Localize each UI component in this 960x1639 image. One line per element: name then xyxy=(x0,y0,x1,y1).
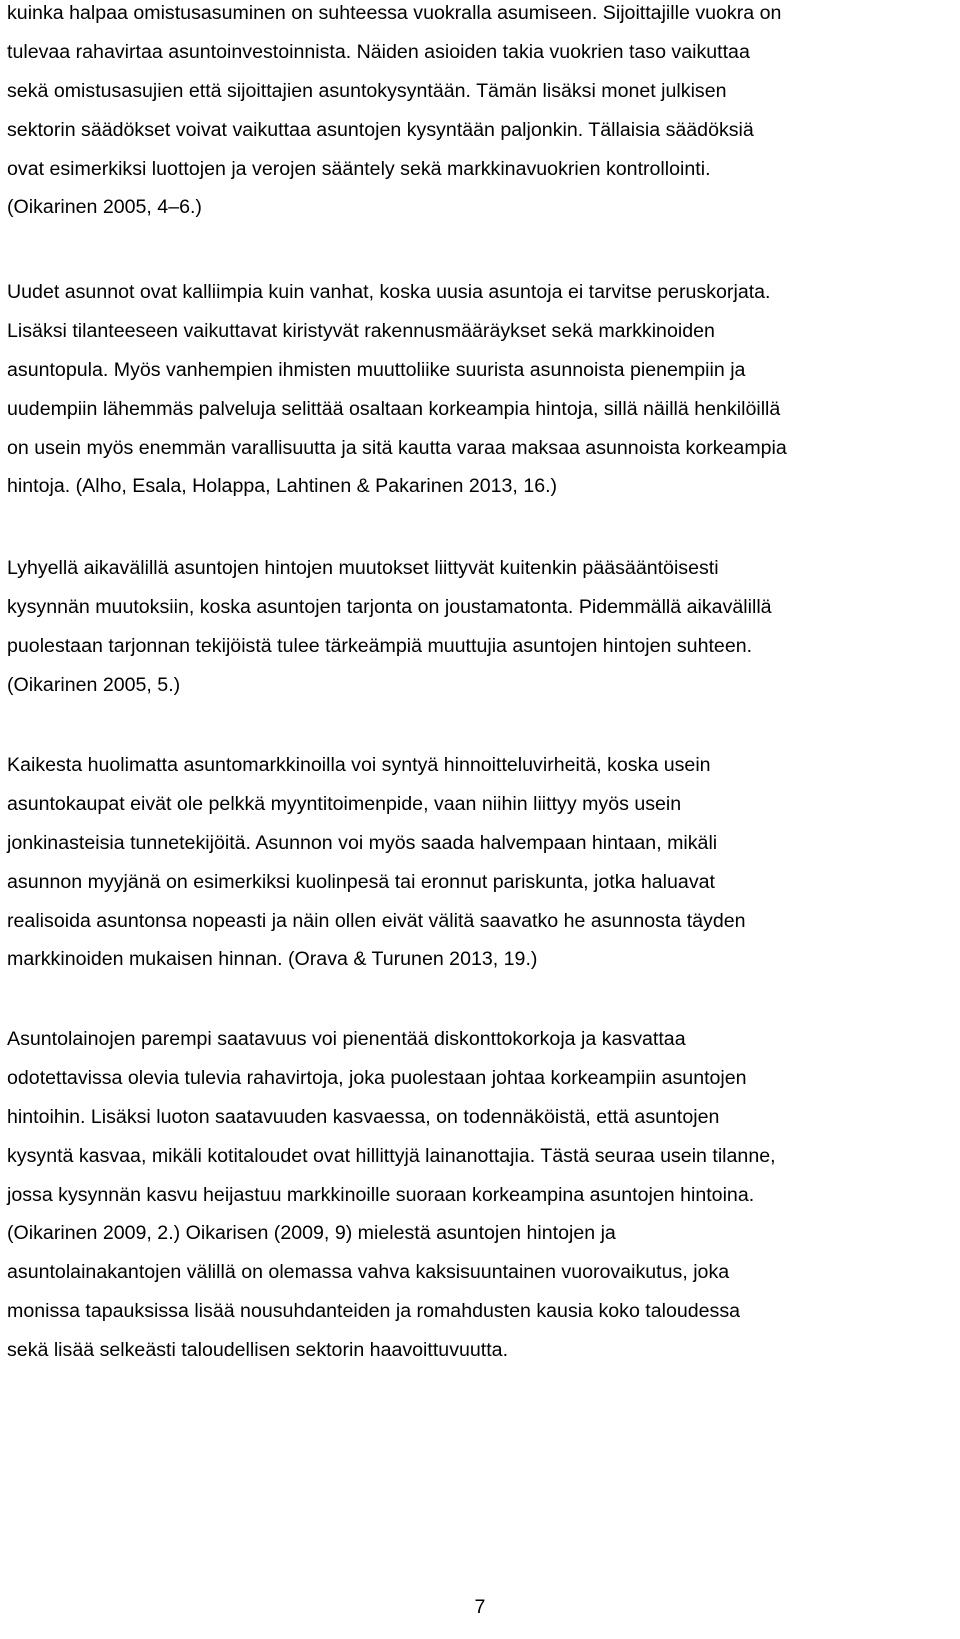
text-line: asuntokaupat eivät ole pelkkä myyntitoimenpide, vaan niihin liittyy myös usein xyxy=(7,792,682,815)
text-line: markkinoiden mukaisen hinnan. (Orava & Turunen 2013, 19.) xyxy=(7,948,538,971)
paragraph-3 xyxy=(7,555,957,711)
text-line: realisoida asuntonsa nopeasti ja näin ollen eivät välitä saavatko he asunnosta täyden xyxy=(7,909,746,932)
text-line: on usein myös enemmän varallisuutta ja sitä kautta varaa maksaa asunnoista korkeampia xyxy=(7,436,787,459)
text-line: asunnon myyjänä on esimerkiksi kuolinpesä tai eronnut pariskunta, jotka haluavat xyxy=(7,870,715,893)
text-line: jonkinasteisia tunnetekijöitä. Asunnon voi myös saada halvempaan hintaan, mikäli xyxy=(7,831,718,854)
text-line: odotettavissa olevia tulevia rahavirtoja, joka puolestaan johtaa korkeampiin asuntojen xyxy=(7,1066,747,1089)
page-number: 7 xyxy=(474,1596,486,1618)
text-line: uudempiin lähemmäs palveluja selittää osaltaan korkeampia hintoja, sillä näillä henkilöillä xyxy=(7,397,781,420)
paragraph-1 xyxy=(7,0,957,233)
text-line: sektorin säädökset voivat vaikuttaa asuntojen kysyntään paljonkin. Tällaisia säädöksiä xyxy=(7,118,754,141)
text-line: asuntolainakantojen välillä on olemassa vahva kaksisuuntainen vuorovaikutus, joka xyxy=(7,1261,730,1284)
text-line: sekä omistusasujien että sijoittajien asuntokysyntään. Tämän lisäksi monet julkisen xyxy=(7,79,727,102)
text-line: Asuntolainojen parempi saatavuus voi pienentää diskonttokorkoja ja kasvattaa xyxy=(7,1028,686,1050)
text-line: monissa tapauksissa lisää nousuhdanteiden ja romahdusten kausia koko taloudessa xyxy=(7,1300,741,1323)
text-line: kysynnän muutoksiin, koska asuntojen tarjonta on joustamatonta. Pidemmällä aikavälillä xyxy=(7,595,772,618)
text-line: kuinka halpaa omistusasuminen on suhteessa vuokralla asumiseen. Sijoittajille vuokra on xyxy=(7,2,782,24)
text-line: tulevaa rahavirtaa asuntoinvestoinnista. Näiden asioiden takia vuokrien taso vaikuttaa xyxy=(7,40,750,63)
text-line: (Oikarinen 2005, 5.) xyxy=(7,673,181,696)
text-line: jossa kysynnän kasvu heijastuu markkinoille suoraan korkeampina asuntojen hintoina. xyxy=(7,1183,755,1206)
text-line: kysyntä kasvaa, mikäli kotitaloudet ovat hillittyjä lainanottajia. Tästä seuraa usein tilanne, xyxy=(7,1144,776,1167)
text-line: sekä lisää selkeästi taloudellisen sektorin haavoittuvuutta. xyxy=(7,1339,509,1362)
text-line: (Oikarinen 2009, 2.) Oikarisen (2009, 9) mielestä asuntojen hintojen ja xyxy=(7,1222,616,1245)
text-line: (Oikarinen 2005, 4–6.) xyxy=(7,196,202,219)
text-line: puolestaan tarjonnan tekijöistä tulee tärkeämpiä muuttujia asuntojen hintojen suhteen. xyxy=(7,634,753,657)
text-line: Kaikesta huolimatta asuntomarkkinoilla voi syntyä hinnoitteluvirheitä, koska usein xyxy=(7,754,711,776)
text-line: Lisäksi tilanteeseen vaikuttavat kiristyvät rakennusmääräykset sekä markkinoiden xyxy=(7,319,715,342)
text-line: asuntopula. Myös vanhempien ihmisten muuttoliike suurista asunnoista pienempiin ja xyxy=(7,358,746,381)
paragraph-5 xyxy=(7,1026,957,1376)
text-line: hintoihin. Lisäksi luoton saatavuuden kasvaessa, on todennäköistä, että asuntojen xyxy=(7,1105,720,1128)
text-line: ovat esimerkiksi luottojen ja verojen sääntely sekä markkinavuokrien kontrollointi. xyxy=(7,157,711,180)
paragraph-2 xyxy=(7,279,957,512)
text-line: hintoja. (Alho, Esala, Holappa, Lahtinen & Pakarinen 2013, 16.) xyxy=(7,475,558,498)
text-line: Uudet asunnot ovat kalliimpia kuin vanhat, koska uusia asuntoja ei tarvitse peruskorjata. xyxy=(7,281,771,303)
text-line: Lyhyellä aikavälillä asuntojen hintojen muutokset liittyvät kuitenkin pääsääntöisesti xyxy=(7,557,719,579)
paragraph-4 xyxy=(7,752,957,985)
